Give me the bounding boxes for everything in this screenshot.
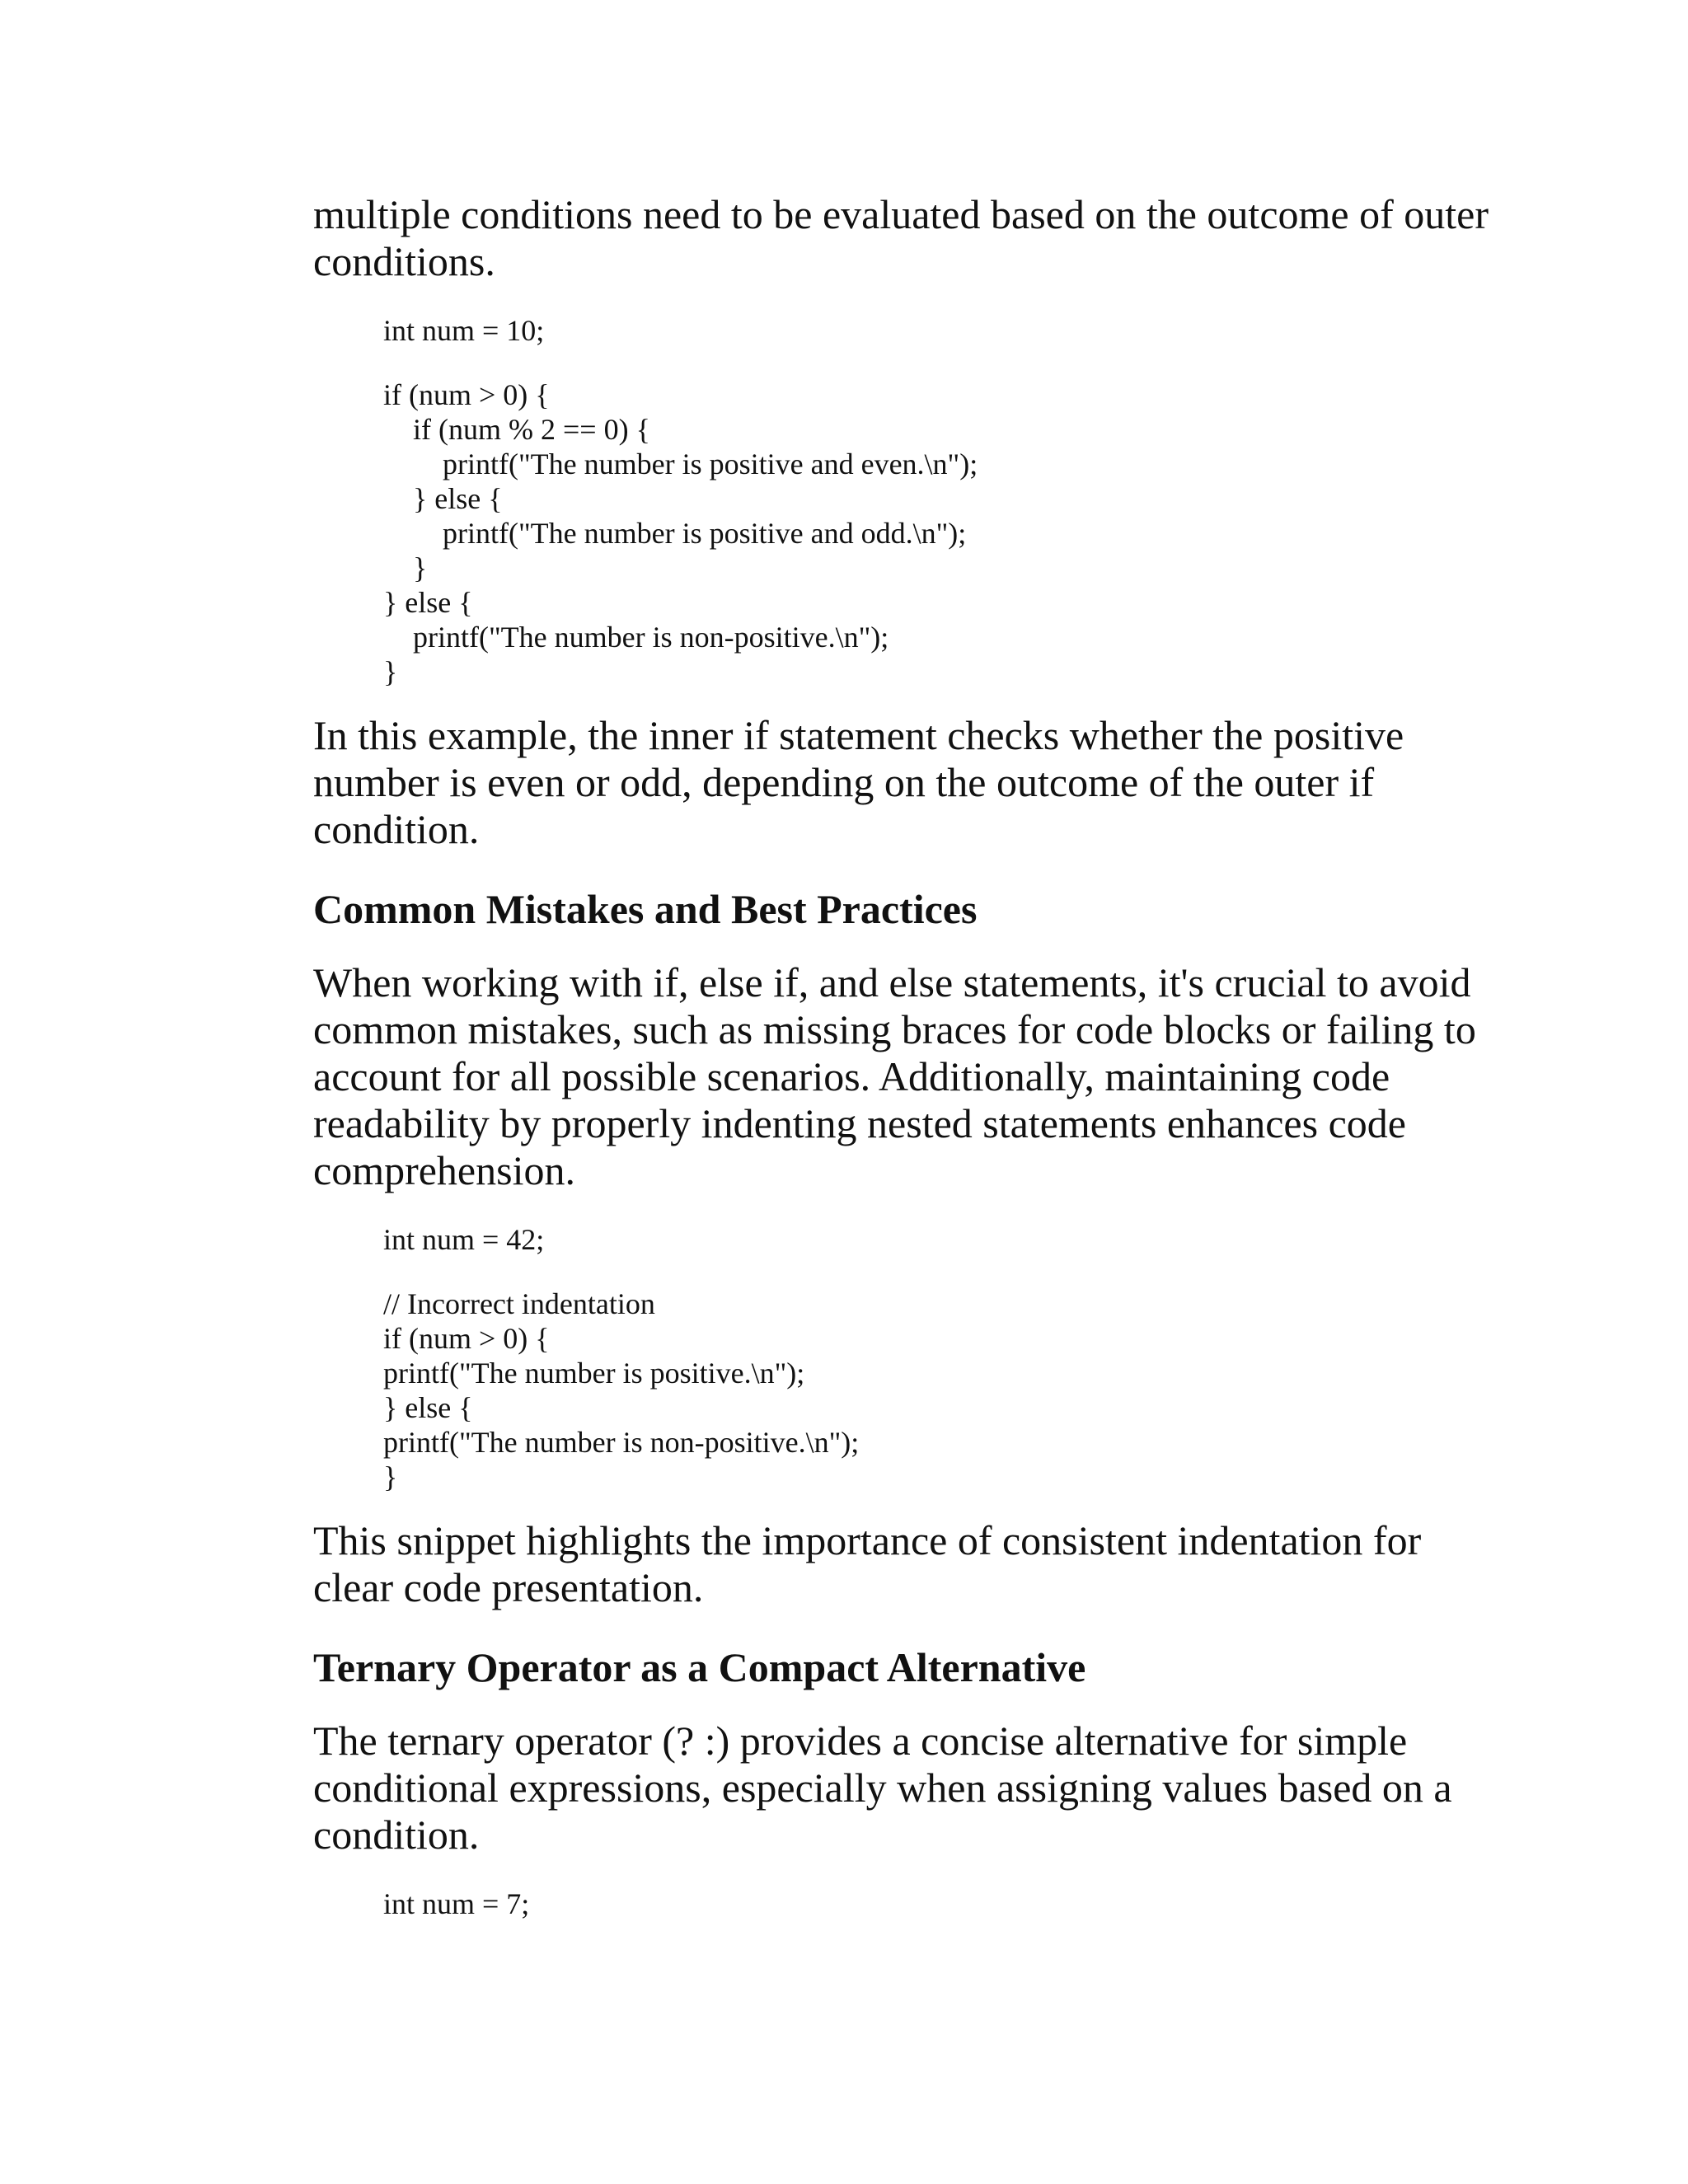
code-blank-line [383, 348, 1500, 377]
code-line: printf("The number is non-positive.\n"); [383, 1426, 860, 1459]
section-heading-common-mistakes: Common Mistakes and Best Practices [313, 886, 978, 932]
indentation-note-paragraph: This snippet highlights the importance of consistent indentation for clear code presentation. [313, 1517, 1422, 1610]
code-line: } else { [383, 586, 473, 619]
code-line: printf("The number is positive and odd.\n"); [383, 517, 967, 550]
code-line: int num = 42; [383, 1223, 545, 1256]
code-line: } [383, 551, 428, 584]
code-blank-line [383, 1257, 1500, 1286]
code-line: int num = 10; [383, 314, 545, 347]
code-line: if (num > 0) { [383, 378, 550, 411]
best-practices-paragraph: When working with if, else if, and else statements, it's crucial to avoid common mistakes, such as missing braces for code blocks or failing to account for all possible scenarios. Additionally, maintaining code readability by properly indenting nested statements enhances code comprehension. [313, 959, 1476, 1193]
code-line: // Incorrect indentation [383, 1287, 655, 1320]
code-line: } [383, 655, 398, 688]
explanation-paragraph: In this example, the inner if statement checks whether the positive number is even or odd, depending on the outcome of the outer if condition. [313, 712, 1404, 852]
ternary-paragraph: The ternary operator (? :) provides a concise alternative for simple conditional expressions, especially when assigning values based on a condition. [313, 1718, 1452, 1858]
code-line: printf("The number is positive.\n"); [383, 1357, 805, 1390]
code-line: } else { [383, 482, 503, 515]
code-block-ternary [383, 1886, 1500, 1921]
intro-paragraph: multiple conditions need to be evaluated based on the outcome of outer conditions. [313, 191, 1489, 284]
section-heading-ternary: Ternary Operator as a Compact Alternative [313, 1644, 1086, 1690]
code-line: printf("The number is positive and even.\n"); [383, 448, 978, 480]
code-line: printf("The number is non-positive.\n"); [383, 621, 889, 654]
code-line: } [383, 1460, 398, 1493]
code-line: if (num > 0) { [383, 1322, 550, 1355]
code-line: } else { [383, 1391, 473, 1424]
code-block-nested-if [383, 313, 1500, 689]
code-block-indentation [383, 1222, 1500, 1494]
document-page [313, 191, 1500, 1921]
code-line: int num = 7; [383, 1887, 530, 1920]
code-line: if (num % 2 == 0) { [383, 413, 650, 446]
